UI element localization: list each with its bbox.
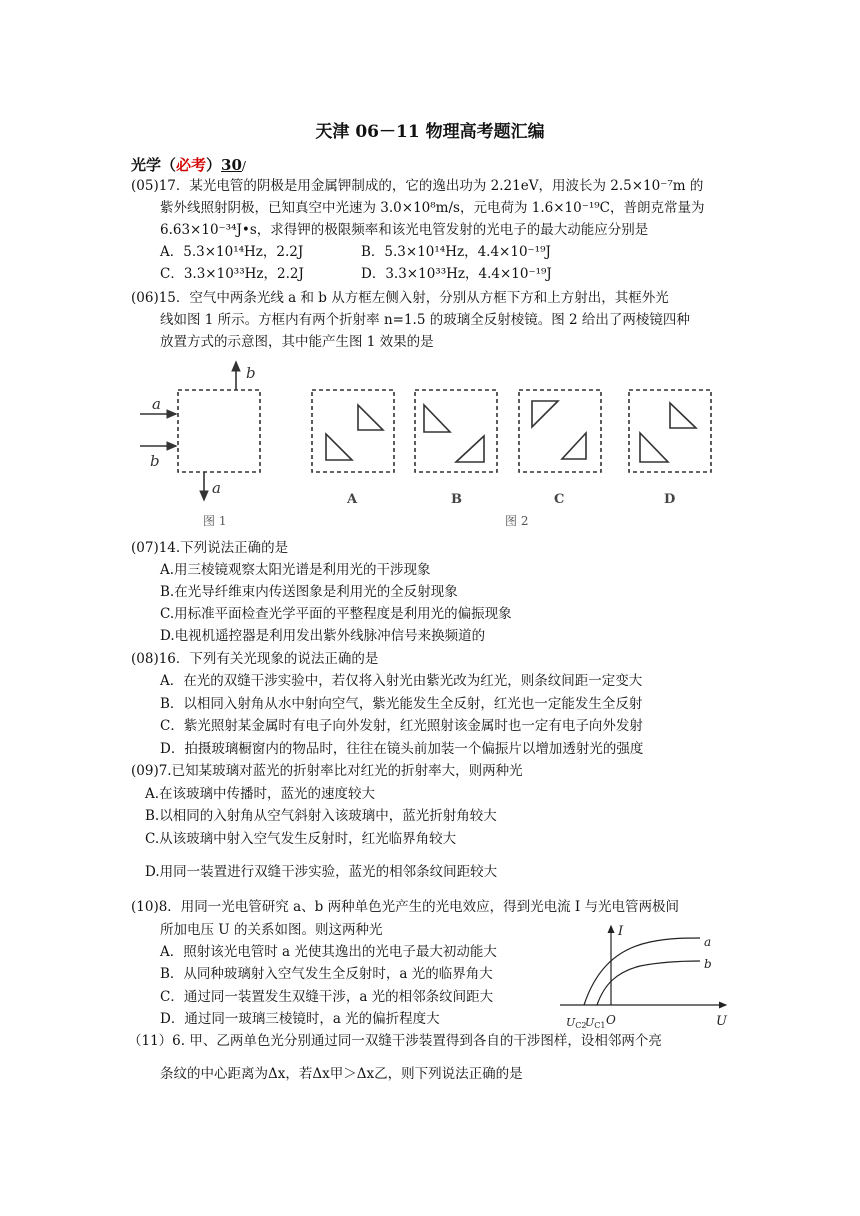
q10-line-1: (10)8．用同一光电管研究 a、b 两种单色光产生的光电效应，得到光电流 I 与光电管两极间 — [131, 899, 679, 915]
q07-heading: (07)14.下列说法正确的是 — [131, 540, 289, 556]
figure-2-caption: 图 2 — [505, 514, 529, 528]
u-axis-label: U — [716, 1014, 727, 1029]
section-mark: / — [241, 159, 246, 173]
curve-a — [584, 938, 700, 1005]
q08-option-b: B．以相同入射角从水中射向空气，紫光能发生全反射，红光也一定能发生全反射 — [160, 696, 643, 712]
q05-option-c: C．3.3×10³³Hz，2.2J — [160, 266, 304, 282]
uc2-label: UC2 — [566, 1016, 587, 1030]
curve-b — [597, 961, 700, 1005]
figure-2-option-a — [312, 390, 394, 472]
option-d-label: D — [664, 492, 676, 507]
q05-option-b: B．5.3×10¹⁴Hz，4.4×10⁻¹⁹J — [361, 244, 551, 260]
figure-2-option-d — [629, 390, 711, 472]
q10-option-c: C．通过同一装置发生双缝干涉，a 光的相邻条纹间距大 — [160, 989, 494, 1005]
q10-line-2: 所加电压 U 的关系如图。则这两种光 — [160, 922, 383, 938]
figure-2-option-c — [519, 390, 601, 472]
q09-option-b: B.以相同的入射角从空气斜射入该玻璃中，蓝光折射角较大 — [145, 808, 497, 824]
q10-option-d: D．通过同一玻璃三棱镜时，a 光的偏折程度大 — [160, 1011, 440, 1027]
curve-a-label: a — [704, 935, 712, 949]
q08-option-a: A．在光的双缝干涉实验中，若仅将入射光由紫光改为红光，则条纹间距一定变大 — [160, 673, 643, 689]
ray-a-label-out: a — [212, 479, 221, 497]
q09-heading: (09)7.已知某玻璃对蓝光的折射率比对红光的折射率大，则两种光 — [131, 763, 523, 779]
page-title: 天津 06－11 物理高考题汇编 — [315, 122, 545, 142]
uc1-label: UC1 — [585, 1016, 606, 1030]
q05-line-2: 紫外线照射阴极，已知真空中光速为 3.0×10⁸m/s，元电荷为 1.6×10⁻¹⁹C，普朗克常量为 — [160, 200, 705, 216]
q08-heading: (08)16．下列有关光现象的说法正确的是 — [131, 651, 379, 667]
q05-option-d: D．3.3×10³³Hz，4.4×10⁻¹⁹J — [361, 266, 552, 282]
section-count: 30 — [221, 156, 242, 174]
section-suffix: ） — [206, 156, 222, 174]
q09-option-a: A.在该玻璃中传播时，蓝光的速度较大 — [145, 786, 376, 802]
q05-line-3: 6.63×10⁻³⁴J•s，求得钾的极限频率和该光电管发射的光电子的最大动能应分别是 — [160, 222, 649, 238]
section-required-label: 必考 — [176, 156, 207, 174]
figure-1-box — [178, 390, 260, 472]
q06-line-3: 放置方式的示意图，其中能产生图 1 效果的是 — [160, 334, 434, 350]
q07-option-b: B.在光导纤维束内传送图象是利用光的全反射现象 — [160, 584, 458, 600]
q10-option-b: B．从同种玻璃射入空气发生全反射时，a 光的临界角大 — [160, 966, 493, 982]
ray-a-label-in: a — [152, 395, 161, 413]
option-c-label: C — [554, 492, 565, 507]
figure-1 — [140, 362, 260, 500]
option-b-label: B — [451, 492, 462, 507]
origin-label: O — [606, 1013, 616, 1027]
q10-option-a: A．照射该光电管时 a 光使其逸出的光电子最大初动能大 — [160, 944, 497, 960]
q11-line-2: 条纹的中心距离为Δx，若Δx甲＞Δx乙，则下列说法正确的是 — [160, 1066, 523, 1082]
q08-option-d: D．拍摄玻璃橱窗内的物品时，往往在镜头前加装一个偏振片以增加透射光的强度 — [160, 741, 644, 757]
q06-line-2: 线如图 1 所示。方框内有两个折射率 n=1.5 的玻璃全反射棱镜。图 2 给出了两棱镜四种 — [160, 312, 690, 328]
option-a-label: A — [347, 492, 358, 507]
curve-b-label: b — [704, 957, 712, 971]
q11-line-1: （11）6. 甲、乙两单色光分别通过同一双缝干涉装置得到各自的干涉图样，设相邻两个亮 — [128, 1033, 662, 1049]
q08-option-c: C．紫光照射某金属时有电子向外发射，红光照射该金属时也一定有电子向外发射 — [160, 718, 643, 734]
figure-1-caption: 图 1 — [203, 514, 227, 528]
figure-2-option-b — [415, 390, 497, 472]
i-axis-label: I — [618, 924, 624, 939]
q05-line-1: (05)17．某光电管的阴极是用金属钾制成的，它的逸出功为 2.21eV，用波长为 2.5×10⁻⁷m 的 — [131, 178, 704, 194]
q09-option-c: C.从该玻璃中射入空气发生反射时，红光临界角较大 — [145, 831, 457, 847]
section-heading — [131, 154, 246, 175]
q07-option-c: C.用标准平面检查光学平面的平整程度是利用光的偏振现象 — [160, 606, 512, 622]
q05-option-a: A．5.3×10¹⁴Hz，2.2J — [160, 244, 304, 260]
ray-b-label-in: b — [150, 452, 160, 470]
ray-b-label-out: b — [246, 364, 256, 382]
q09-option-d: D.用同一装置进行双缝干涉实验，蓝光的相邻条纹间距较大 — [145, 864, 498, 880]
q07-option-a: A.用三棱镜观察太阳光谱是利用光的干涉现象 — [160, 562, 431, 578]
section-prefix: 光学（ — [131, 156, 177, 174]
q07-option-d: D.电视机遥控器是利用发出紫外线脉冲信号来换频道的 — [160, 628, 486, 644]
q06-line-1: (06)15．空气中两条光线 a 和 b 从方框左侧入射，分别从方框下方和上方射出，其框外光 — [131, 290, 669, 306]
